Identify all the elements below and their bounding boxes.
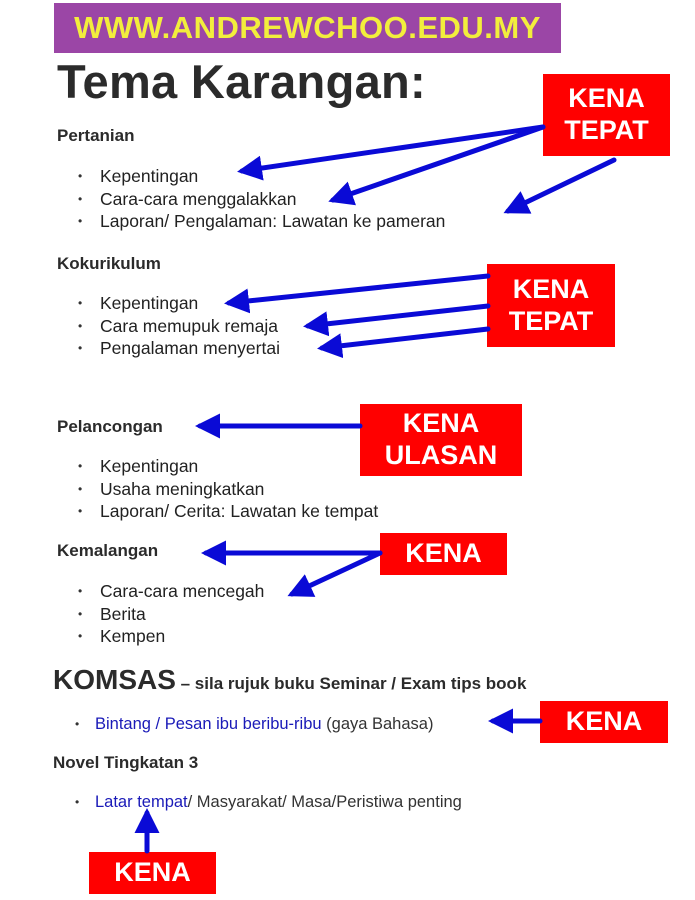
- section-heading-pertanian: Pertanian: [57, 126, 135, 145]
- tag-line: KENA: [402, 408, 480, 439]
- tag-line: ULASAN: [384, 440, 498, 470]
- list-item: • Cara-cara mencegah: [78, 580, 264, 603]
- list-item: • Kepentingan: [78, 455, 378, 478]
- arrow: [322, 329, 488, 348]
- site-banner: WWW.ANDREWCHOO.EDU.MY: [54, 3, 561, 53]
- list-item: [75, 713, 433, 735]
- komsas-link[interactable]: Bintang / Pesan ibu beribu-ribu: [95, 715, 322, 733]
- section-heading-novel: Novel Tingkatan 3: [53, 753, 199, 772]
- list-novel: [75, 791, 462, 813]
- list-pelancongan: [78, 455, 378, 523]
- komsas-subtitle: – sila rujuk buku Seminar / Exam tips book: [175, 674, 527, 693]
- komsas-item-rest: (gaya Bahasa): [321, 715, 434, 733]
- komsas-heading: [53, 664, 526, 696]
- list-komsas: [75, 713, 433, 735]
- list-item: • Kempen: [78, 625, 264, 648]
- list-pertanian: [78, 165, 445, 233]
- list-item: • Cara-cara menggalakkan: [78, 188, 445, 211]
- list-item: • Pengalaman menyertai: [78, 337, 280, 360]
- section-heading-pelancongan: Pelancongan: [57, 417, 163, 436]
- tag-kena-ulasan: [360, 404, 522, 476]
- tag-kena-kemalangan: KENA: [380, 533, 507, 575]
- tag-kena-novel: KENA: [89, 852, 216, 894]
- list-item: • Laporan/ Cerita: Lawatan ke tempat: [78, 500, 378, 523]
- arrow: [292, 553, 380, 594]
- page-title: Tema Karangan:: [57, 55, 426, 108]
- list-item: • Kepentingan: [78, 165, 445, 188]
- tag-line: TEPAT: [564, 115, 649, 145]
- list-item: • Cara memupuk remaja: [78, 315, 280, 338]
- tag-line: TEPAT: [508, 305, 594, 336]
- arrow: [508, 160, 614, 211]
- section-heading-kokurikulum: Kokurikulum: [57, 254, 161, 273]
- komsas-title: KOMSAS: [53, 664, 176, 695]
- tag-kena-tepat-kokurikulum: [487, 264, 615, 347]
- section-heading-kemalangan: Kemalangan: [57, 541, 159, 560]
- list-item: • Usaha meningkatkan: [78, 478, 378, 501]
- list-item: • Kepentingan: [78, 292, 280, 315]
- tag-kena-komsas: KENA: [540, 701, 668, 743]
- novel-link[interactable]: Latar tempat: [95, 793, 188, 811]
- list-kemalangan: [78, 580, 264, 648]
- arrow: [308, 306, 488, 326]
- list-item: • Laporan/ Pengalaman: Lawatan ke pameran: [78, 210, 445, 233]
- tag-line: KENA: [512, 273, 590, 304]
- list-kokurikulum: [78, 292, 280, 360]
- novel-item-rest: / Masyarakat/ Masa/Peristiwa penting: [187, 793, 462, 811]
- list-item: • Berita: [78, 603, 264, 626]
- tag-kena-tepat-pertanian: [543, 74, 670, 156]
- list-item: [75, 791, 462, 813]
- tag-line: KENA: [568, 83, 645, 114]
